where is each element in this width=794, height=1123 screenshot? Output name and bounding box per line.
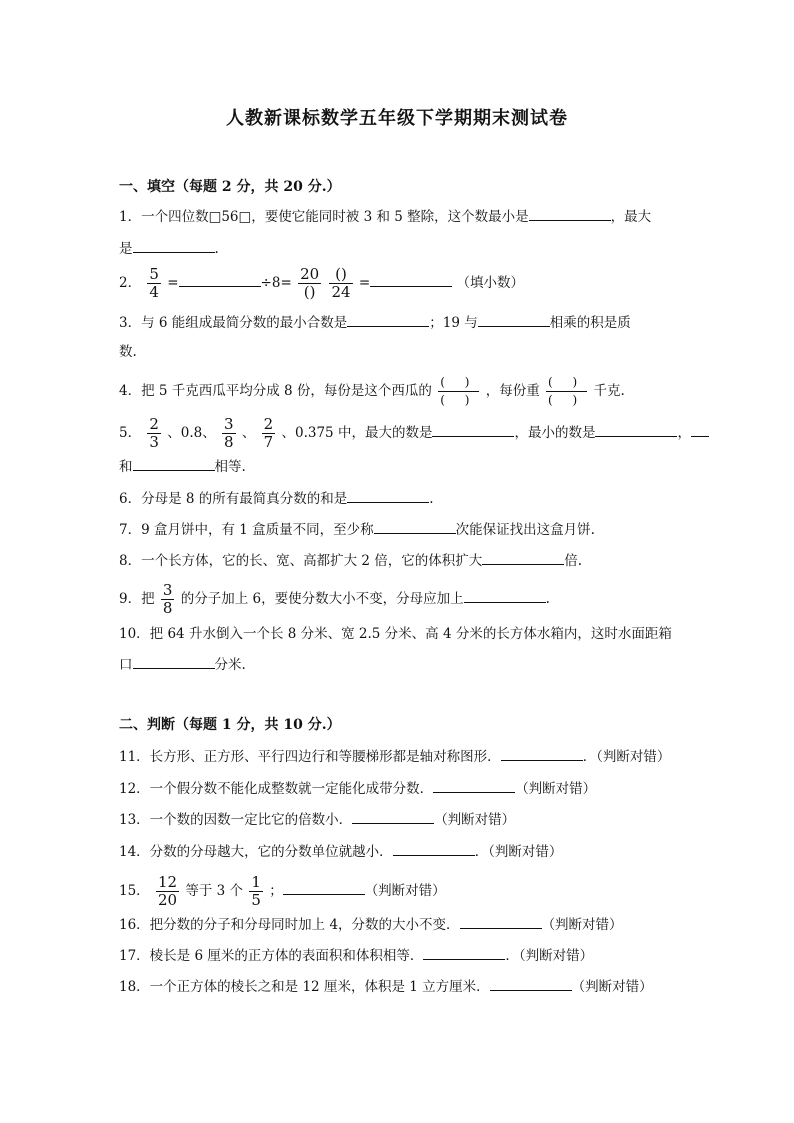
answer-blank[interactable] bbox=[283, 880, 365, 895]
fraction: $\frac{5}{4}$ bbox=[149, 265, 159, 301]
question-1: 1．一个四位数□56□，要使它能同时被 3 和 5 整除，这个数最小是 ，最大 bbox=[119, 206, 651, 227]
answer-blank[interactable] bbox=[432, 422, 514, 437]
answer-blank[interactable] bbox=[393, 841, 475, 856]
question-10: 10．把 64 升水倒入一个长 8 分米、宽 2.5 分米、高 4 分米的长方体水箱内，这时水面距箱 bbox=[119, 626, 672, 642]
answer-blank[interactable] bbox=[133, 238, 215, 253]
question-8: 8．一个长方体，它的长、宽、高都扩大 2 倍，它的体积扩大 倍. bbox=[119, 550, 582, 571]
fraction: $\frac{1}{5}$ bbox=[251, 873, 261, 909]
answer-blank[interactable] bbox=[347, 488, 429, 503]
question-2: 2． $\frac{5}{4}$ = ÷8= $\frac{20}{()}$ $\frac{()}{24}$ = （填小数） bbox=[119, 265, 524, 301]
question-12: 12．一个假分数不能化成整数就一定能化成带分数． （判断对错） bbox=[119, 778, 596, 799]
blank-fraction[interactable]: $\frac{( )}{( )}$ bbox=[548, 375, 586, 407]
question-5: 5． $\frac{2}{3}$ 、0.8、 $\frac{3}{8}$ 、 $\frac{2}{7}$ 、0.375 中，最大的数是 ，最小的数是 ， bbox=[119, 416, 709, 451]
answer-blank[interactable] bbox=[423, 945, 505, 960]
answer-blank[interactable] bbox=[133, 456, 215, 471]
answer-blank[interactable] bbox=[490, 976, 572, 991]
question-17: 17．棱长是 6 厘米的正方体的表面积和体积相等． ．（判断对错） bbox=[119, 945, 593, 966]
question-6: 6．分母是 8 的所有最简真分数的和是 . bbox=[119, 488, 434, 509]
answer-blank[interactable] bbox=[374, 519, 456, 534]
blank-fraction[interactable]: $\frac{( )}{( )}$ bbox=[440, 375, 478, 407]
fraction: $\frac{3}{8}$ bbox=[224, 415, 234, 451]
answer-blank[interactable] bbox=[433, 778, 515, 793]
question-1-cont: 是 . bbox=[119, 238, 219, 259]
answer-blank[interactable] bbox=[133, 654, 215, 669]
answer-blank[interactable] bbox=[370, 272, 452, 287]
answer-blank[interactable] bbox=[529, 206, 611, 221]
question-4: 4．把 5 千克西瓜平均分成 8 份，每份是这个西瓜的 $\frac{( )}{( )}$ ，每份重 $\frac{( )}{( )}$ 千克. bbox=[119, 375, 625, 407]
fraction: $\frac{12}{20}$ bbox=[157, 873, 178, 909]
question-18: 18．一个正方体的棱长之和是 12 厘米，体积是 1 立方厘米． （判断对错） bbox=[119, 976, 653, 997]
question-13: 13．一个数的因数一定比它的倍数小． （判断对错） bbox=[119, 809, 515, 830]
question-9: 9．把 $\frac{3}{8}$ 的分子加上 6，要使分数大小不变，分母应加上 . bbox=[119, 581, 550, 617]
fraction: $\frac{3}{8}$ bbox=[162, 581, 173, 617]
question-5-cont: 和 相等. bbox=[119, 456, 246, 477]
answer-blank[interactable] bbox=[460, 914, 542, 929]
question-11: 11．长方形、正方形、平行四边行和等腰梯形都是轴对称图形． ．（判断对错） bbox=[119, 746, 670, 767]
answer-blank[interactable] bbox=[464, 588, 546, 603]
section-heading-judge: 二、判断（每题 1 分，共 10 分.） bbox=[119, 717, 341, 733]
answer-blank[interactable] bbox=[501, 746, 583, 761]
fraction: $\frac{20}{()}$ bbox=[300, 265, 320, 301]
question-3-cont: 数. bbox=[119, 344, 137, 360]
answer-blank[interactable] bbox=[595, 422, 677, 437]
question-15: 15． $\frac{12}{20}$ 等于 3 个 $\frac{1}{5}$ ； （判断对错） bbox=[119, 873, 446, 909]
answer-blank[interactable] bbox=[478, 312, 550, 327]
answer-blank[interactable] bbox=[691, 422, 709, 437]
question-14: 14．分数的分母越大，它的分数单位就越小． ．（判断对错） bbox=[119, 841, 562, 862]
fraction: $\frac{2}{7}$ bbox=[263, 415, 274, 451]
section-heading-fill: 一、填空（每题 2 分，共 20 分.） bbox=[119, 179, 341, 195]
question-10-cont: 口 分米. bbox=[119, 654, 246, 675]
answer-blank[interactable] bbox=[347, 312, 429, 327]
fraction: $\frac{()}{24}$ bbox=[331, 265, 351, 301]
fraction: $\frac{2}{3}$ bbox=[149, 415, 159, 451]
question-3: 3．与 6 能组成最简分数的最小合数是 ；19 与 相乘的积是质 bbox=[119, 312, 631, 333]
question-7: 7．9 盒月饼中，有 1 盒质量不同，至少称 次能保证找出这盒月饼. bbox=[119, 519, 595, 540]
answer-blank[interactable] bbox=[179, 272, 261, 287]
answer-blank[interactable] bbox=[352, 809, 434, 824]
page-title: 人教新课标数学五年级下学期期末测试卷 bbox=[226, 108, 568, 129]
question-16: 16．把分数的分子和分母同时加上 4，分数的大小不变． （判断对错） bbox=[119, 914, 623, 935]
answer-blank[interactable] bbox=[482, 550, 564, 565]
